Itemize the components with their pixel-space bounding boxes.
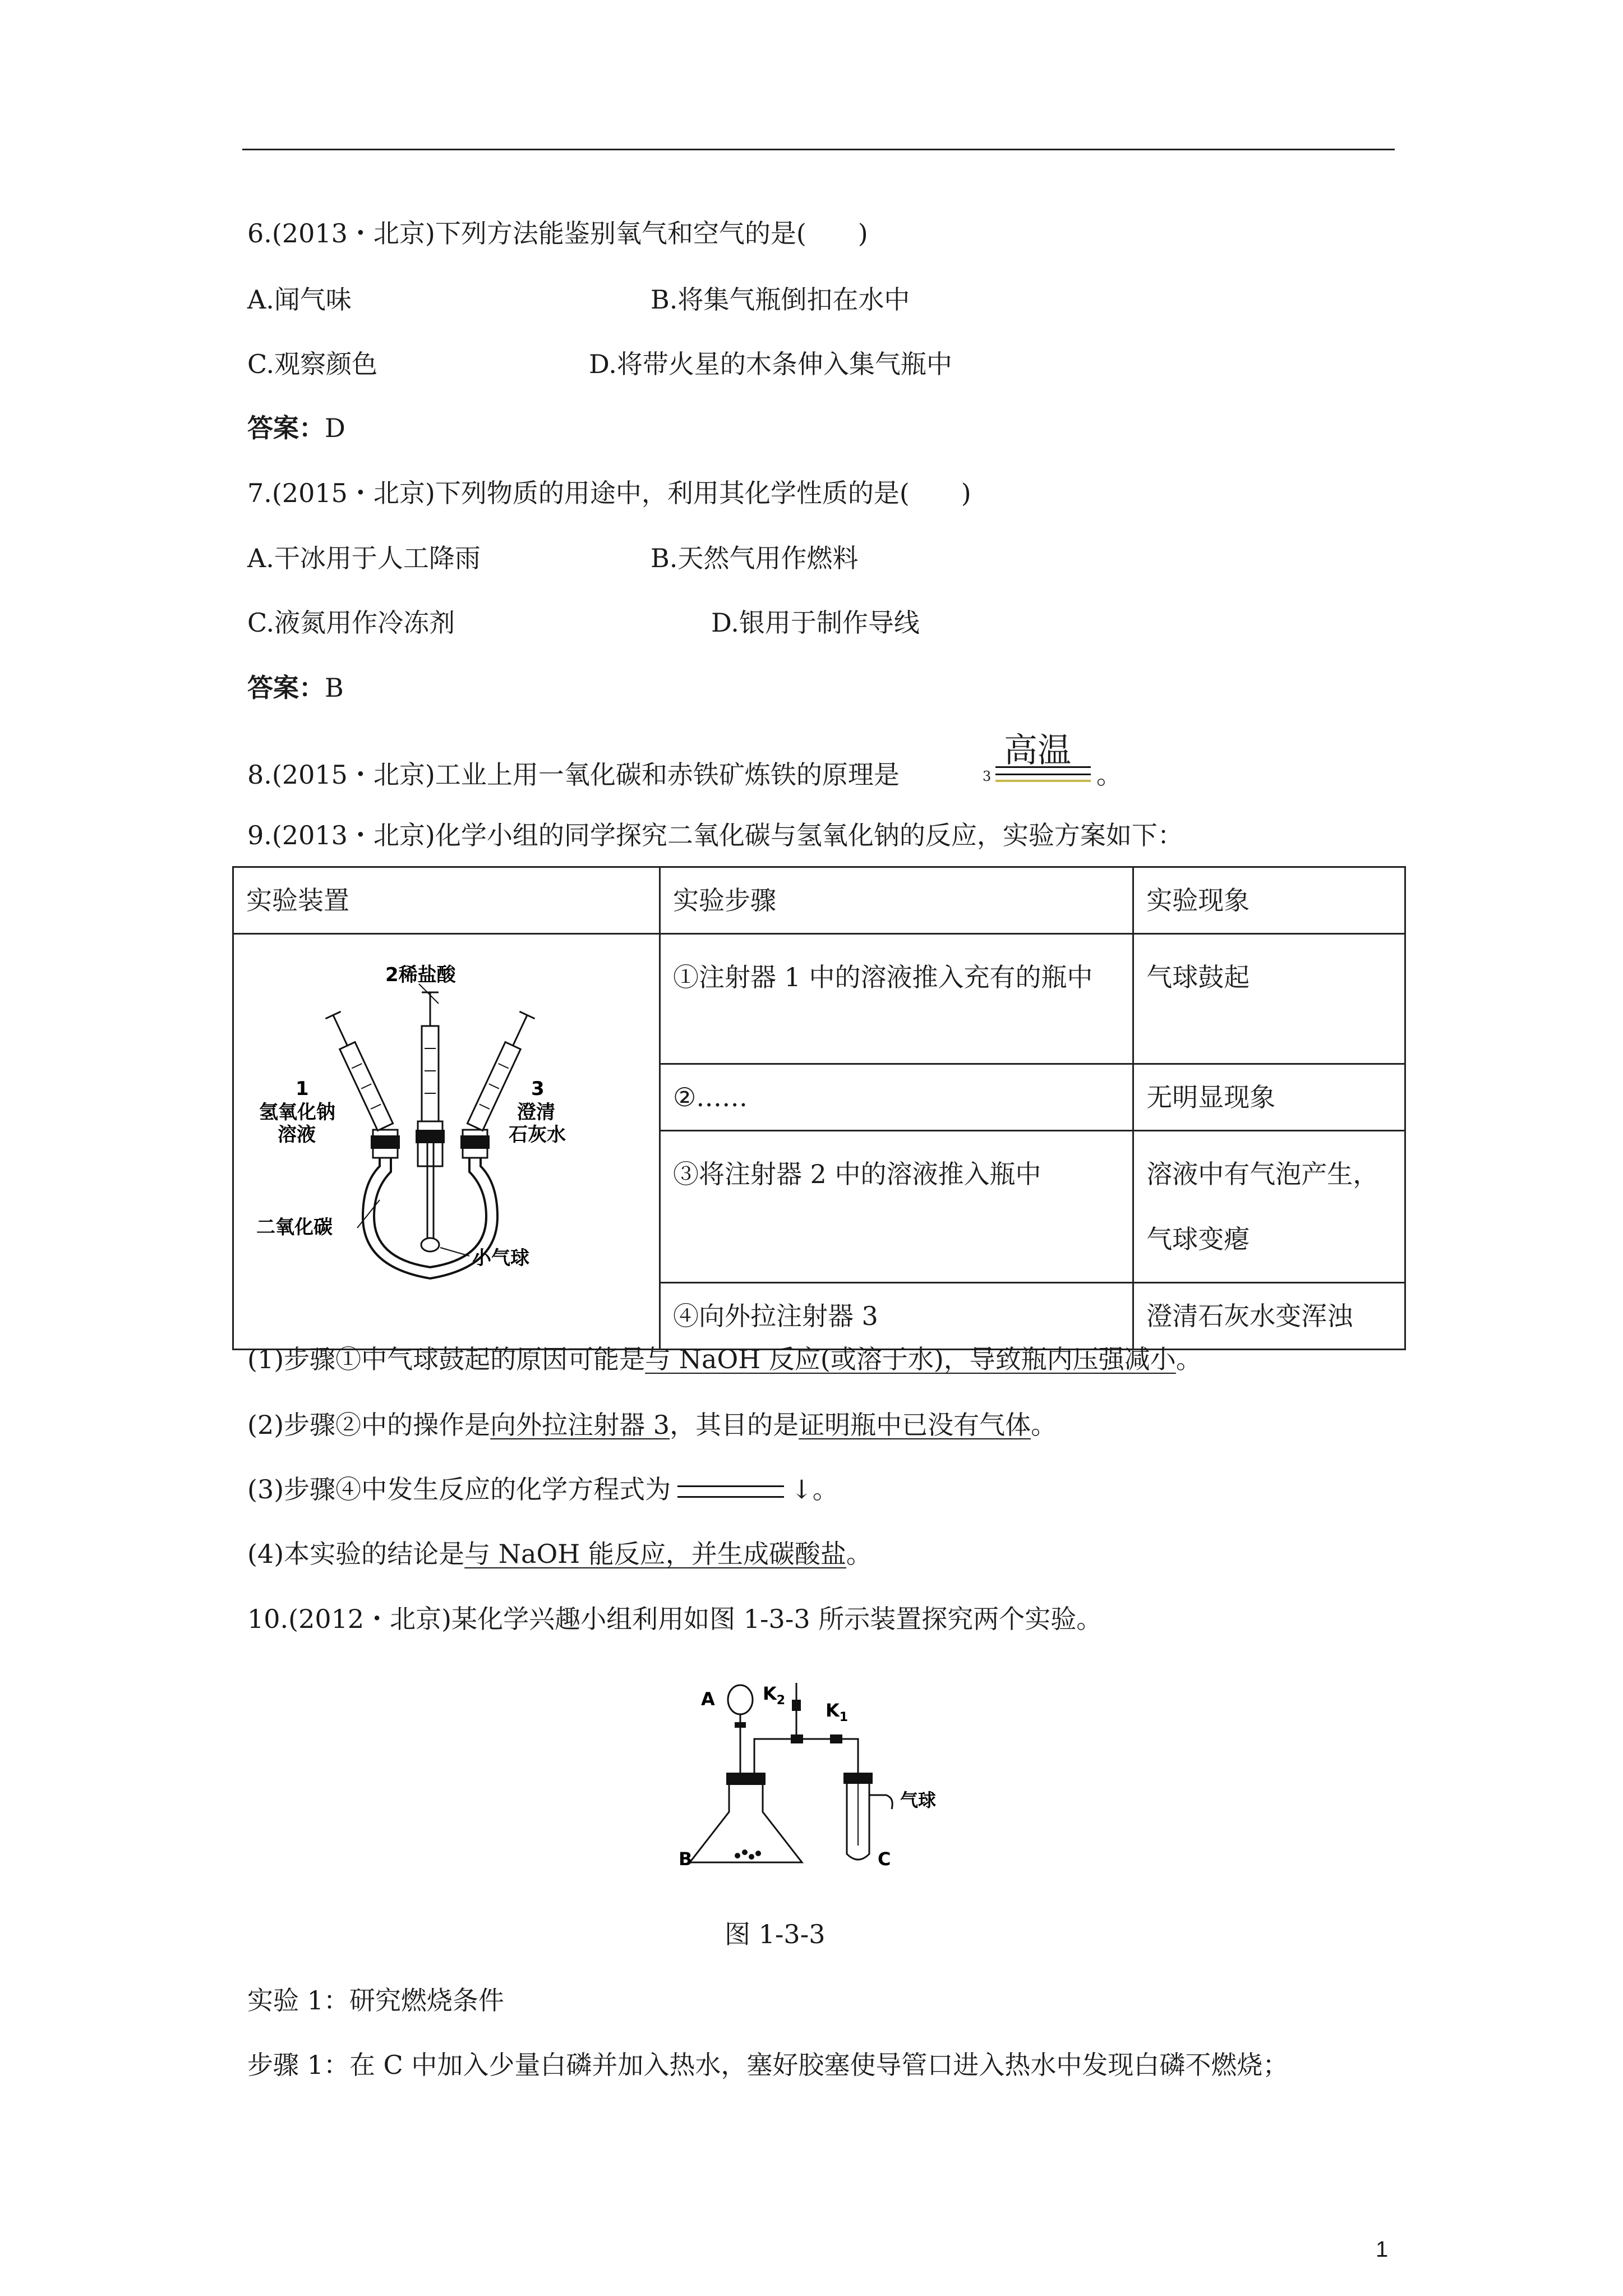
label-syringe-3-num: 3	[531, 1078, 545, 1100]
q7-option-d: D.银用于制作导线	[711, 608, 920, 638]
solid-particle	[742, 1849, 748, 1855]
q9-sub4-prefix: (4)本实验的结论是	[247, 1539, 465, 1569]
step-4: ④向外拉注射器 3	[660, 1283, 1133, 1350]
q9-sub3-equation-line	[677, 1485, 784, 1498]
q8-end: 。	[1096, 760, 1122, 790]
q9-sub2	[247, 1405, 1057, 1442]
label-syringe-1-a: 氢氧化钠	[259, 1101, 335, 1124]
q9-sub3-end: 。	[812, 1474, 838, 1504]
q9-sub4-answer: 与 NaOH 能反应，并生成碳酸盐	[464, 1539, 846, 1569]
q9-sub1-answer: 与 NaOH 反应(或溶于水)，导致瓶内压强减小	[645, 1344, 1176, 1374]
q6-option-c: C.观察颜色	[247, 349, 378, 379]
label-balloon: 气球	[900, 1789, 937, 1811]
result-1: 气球鼓起	[1133, 934, 1405, 1064]
label-a: A	[701, 1688, 715, 1710]
label-syringe-3-b: 石灰水	[509, 1124, 566, 1146]
q8-underline	[995, 780, 1091, 782]
tube-c-stopper	[843, 1773, 873, 1784]
q7-option-a: A.干冰用于人工降雨	[247, 543, 481, 573]
header-steps: 实验步骤	[660, 867, 1133, 934]
label-k2-subscript: 2	[776, 1694, 786, 1708]
q6-option-b: B.将集气瓶倒扣在水中	[651, 284, 910, 315]
q6-option-a: A.闻气味	[247, 284, 352, 315]
q9-sub3-arrow: ↓	[791, 1474, 813, 1504]
q9-sub2-middle: ，其目的是	[670, 1410, 799, 1440]
q7-answer-value: B	[325, 673, 344, 703]
q9-sub1	[247, 1339, 1202, 1376]
q7-option-b: B.天然气用作燃料	[651, 543, 859, 573]
label-line-2	[419, 984, 439, 1004]
label-c: C	[878, 1848, 891, 1870]
q10-step-1: 步骤 1：在 C 中加入少量白磷并加入热水，塞好胶塞使导管口进入热水中发现白磷不燃烧；	[247, 2050, 1289, 2080]
q7-stem: 7.(2015・北京)下列物质的用途中，利用其化学性质的是( )	[247, 478, 971, 508]
middle-stopper	[416, 1130, 445, 1143]
q6-answer	[247, 408, 345, 445]
flask-b-stopper	[726, 1773, 766, 1785]
middle-neck	[418, 1121, 442, 1166]
result-2: 无明显现象	[1133, 1064, 1405, 1131]
result-3: 溶液中有气泡产生，气球变瘪	[1133, 1131, 1405, 1283]
q10-experiment-1: 实验 1：研究燃烧条件	[247, 1985, 504, 2016]
q9-stem: 9.(2013・北京)化学小组的同学探究二氧化碳与氢氧化钠的反应，实验方案如下：	[247, 820, 1183, 850]
q9-sub3	[247, 1469, 838, 1506]
q9-sub1-end: 。	[1175, 1344, 1202, 1374]
q9-sub2-prefix: (2)步骤②中的操作是	[247, 1410, 491, 1440]
label-balloon: 小气球	[472, 1247, 529, 1269]
q6-answer-value: D	[325, 413, 345, 443]
step-2: ②……	[660, 1064, 1133, 1131]
label-syringe-2: 2稀盐酸	[385, 964, 456, 986]
header-apparatus: 实验装置	[233, 867, 660, 934]
apparatus-cell	[233, 934, 660, 1350]
q9-sub2-end: 。	[1031, 1410, 1057, 1440]
apparatus-figure-1-3-3	[679, 1672, 993, 1879]
q9-sub3-prefix: (3)步骤④中发生反应的化学方程式为	[247, 1474, 671, 1504]
q8-condition: 高温	[1004, 731, 1071, 770]
left-stopper	[371, 1135, 400, 1149]
three-neck-flask-diagram	[234, 936, 643, 1323]
funnel-a	[728, 1685, 753, 1714]
clip-k1	[830, 1734, 842, 1743]
q7-option-c: C.液氮用作冷冻剂	[247, 608, 455, 638]
label-k1-subscript: 1	[839, 1710, 849, 1724]
q7-answer-label: 答案：	[247, 673, 325, 703]
label-line-balloon	[440, 1248, 469, 1256]
figure-caption: 图 1-3-3	[725, 1919, 826, 1949]
step-1: ①注射器 1 中的溶液推入充有的瓶中	[660, 934, 1133, 1064]
syringe-1	[325, 1011, 393, 1130]
solid-particle	[735, 1853, 740, 1858]
q9-sub4	[247, 1534, 872, 1571]
side-arm	[869, 1795, 892, 1809]
label-k1	[826, 1700, 848, 1724]
q9-sub2-answer2: 证明瓶中已没有气体	[799, 1410, 1031, 1440]
q8-subscript: 3	[983, 769, 992, 784]
q7-answer	[247, 668, 344, 705]
q9-sub2-answer1: 向外拉注射器 3	[490, 1410, 670, 1440]
solid-particle	[749, 1854, 754, 1860]
solid-particle	[755, 1851, 761, 1856]
small-balloon	[421, 1238, 439, 1251]
q6-stem: 6.(2013・北京)下列方法能鉴别氧气和空气的是( )	[247, 218, 868, 249]
q6-answer-label: 答案：	[247, 413, 325, 443]
label-syringe-1-b: 溶液	[278, 1124, 316, 1146]
right-stopper	[460, 1135, 490, 1149]
result-4: 澄清石灰水变浑浊	[1133, 1283, 1405, 1350]
q9-sub4-end: 。	[846, 1539, 872, 1569]
label-b: B	[679, 1848, 693, 1870]
label-k1-letter: K	[826, 1700, 840, 1721]
header-phenomena: 实验现象	[1133, 867, 1405, 934]
label-syringe-3-a: 澄清	[517, 1101, 555, 1124]
syringe-2	[422, 992, 439, 1121]
label-syringe-1-num: 1	[296, 1078, 309, 1100]
k2-valve	[792, 1700, 801, 1711]
experiment-table	[232, 866, 1406, 1350]
q8-equation-line	[995, 766, 1091, 775]
q9-sub1-prefix: (1)步骤①中气球鼓起的原因可能是	[247, 1344, 645, 1374]
label-k2-letter: K	[763, 1683, 777, 1704]
page-number: 1	[1376, 2237, 1389, 2262]
q8-stem: 8.(2015・北京)工业上用一氧化碳和赤铁矿炼铁的原理是	[247, 760, 900, 790]
funnel-stopcock	[735, 1722, 746, 1728]
connecting-tube	[754, 1739, 858, 1778]
q10-stem: 10.(2012・北京)某化学兴趣小组利用如图 1-3-3 所示装置探究两个实验。	[247, 1604, 1103, 1634]
q6-option-d: D.将带火星的木条伸入集气瓶中	[589, 349, 952, 379]
header-rule	[242, 149, 1395, 150]
step-3: ③将注射器 2 中的溶液推入瓶中	[660, 1131, 1133, 1283]
label-co2: 二氧化碳	[256, 1216, 333, 1239]
label-k2	[763, 1683, 785, 1708]
